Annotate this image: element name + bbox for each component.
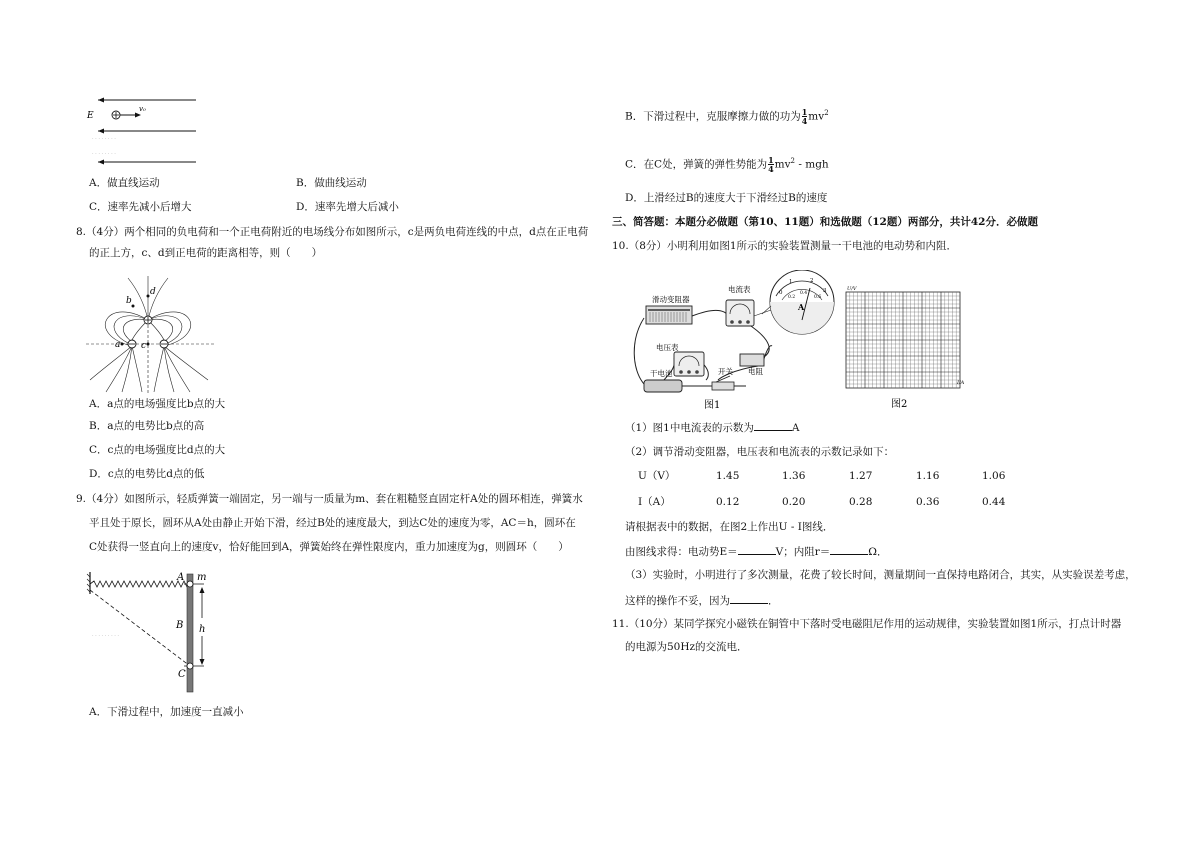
section-3-heading: 三、简答题：本题分必做题（第10、11题）和选做题（12题）两部分，共计42分．必做题 <box>612 216 1038 228</box>
dial-tick-2: 2 <box>810 278 814 284</box>
q9-text-line3: C处获得一竖直向上的速度v，恰好能回到A，弹簧始终在弹性限度内，重力加速度为g，则圆环（ ） <box>89 541 569 553</box>
q8-option-c: C．c点的电场强度比d点的大 <box>89 444 226 456</box>
q9-option-a: A．下滑过程中，加速度一直减小 <box>89 706 244 718</box>
q9-option-d: D．上滑经过B的速度大于下滑经过B的速度 <box>625 192 828 204</box>
table-i-cell: 0.44 <box>982 496 1006 508</box>
q7-option-b: B．做曲线运动 <box>296 177 367 189</box>
q7-option-a: A．做直线运动 <box>89 177 160 189</box>
table-u-cell: 1.27 <box>849 470 873 482</box>
x-axis-label: I/A <box>957 380 965 386</box>
q10-part2: （2）调节滑动变阻器，电压表和电流表的示数记录如下： <box>625 446 895 458</box>
dial-subtick-06: 0.6 <box>814 295 822 300</box>
table-u-cell: 1.16 <box>916 470 940 482</box>
point-c-label: c <box>141 341 147 351</box>
figure-1-circuit <box>622 270 836 412</box>
quarter-fraction: $\frac{1}{4}$ <box>768 155 774 174</box>
label-C: C <box>178 669 186 680</box>
voltmeter-label: 电压表 <box>656 343 679 352</box>
table-i-cell: 0.12 <box>716 496 740 508</box>
q10-part1: （1）图1中电流表的示数为 A <box>625 422 800 434</box>
label-h: h <box>199 624 206 635</box>
figure-2-caption: 图2 <box>891 399 908 410</box>
figure-2-grid <box>842 284 966 414</box>
q9-option-c: C．在C处，弹簧的弹性势能为 $\frac{1}{4}$ $mv^2$ - mgh <box>625 155 829 174</box>
q10-part3-line2: 这样的操作不妥，因为 ． <box>625 595 779 607</box>
quarter-fraction: $\frac{1}{4}$ <box>801 107 808 126</box>
q10-result: 由图线求得：电动势E＝ V；内阻r＝ Ω． <box>625 546 888 558</box>
field-figure <box>84 92 204 168</box>
q9-option-b: B．下滑过程中，克服摩擦力做的功为 $\frac{1}{4}$ $mv^2$ <box>625 107 829 126</box>
table-u-cell: 1.36 <box>782 470 806 482</box>
q11-text-line1: 11.（10分）某同学探究小磁铁在铜管中下落时受电磁阻尼作用的运动规律，实验装置如图1所示，打点计时器 <box>612 618 1122 630</box>
table-i-label: I（A） <box>638 496 671 508</box>
y-axis-label: U/V <box>847 286 857 292</box>
q8-option-b: B．a点的电势比b点的高 <box>89 420 205 432</box>
table-u-cell: 1.06 <box>982 470 1006 482</box>
resistor-label: 电阻 <box>748 367 763 376</box>
q7-option-c: C．速率先减小后增大 <box>89 201 192 213</box>
label-A: A <box>177 572 185 583</box>
table-i-cell: 0.28 <box>849 496 873 508</box>
q9-text-line2: 平且处于原长，圆环从A处由静止开始下滑，经过B处的速度最大，到达C处的速度为零，AC＝h，圆环在 <box>89 517 576 529</box>
svg-text:. . . . . . . . .: . . . . . . . . . <box>92 632 120 638</box>
answer-blank-emf[interactable] <box>738 544 776 555</box>
label-m: m <box>197 572 207 583</box>
answer-blank-resistance[interactable] <box>830 544 868 555</box>
table-i-cell: 0.36 <box>916 496 940 508</box>
q7-option-d: D．速率先增大后减小 <box>296 201 399 213</box>
label-B: B <box>176 620 184 631</box>
rheostat-label: 滑动变阻器 <box>652 295 690 304</box>
dial-tick-1: 1 <box>789 279 793 285</box>
q10-part3-line1: （3）实验时，小明进行了多次测量，花费了较长时间，测量期间一直保持电路闭合，其实，从实验误差考虑， <box>625 569 1136 581</box>
q8-text-line1: 8.（4分）两个相同的负电荷和一个正电荷附近的电场线分布如图所示，c是两负电荷连线的中点，d点在正电荷 <box>76 226 589 238</box>
dial-subtick-04: 0.4 <box>800 291 808 296</box>
table-u-label: U（V） <box>638 470 676 482</box>
battery-label: 干电池 <box>650 369 673 378</box>
dial-unit: A <box>798 302 805 312</box>
q8-option-a: A．a点的电场强度比b点的大 <box>89 398 226 410</box>
q10-intro: 10.（8分）小明利用如图1所示的实验装置测量一干电池的电动势和内阻． <box>612 240 958 252</box>
svg-text:. . . . . . . .: . . . . . . . . <box>92 150 116 156</box>
battery <box>644 380 682 392</box>
point-a-label: a <box>115 340 121 350</box>
field-e-label: E <box>87 111 94 121</box>
q8-text-line2: 的正上方，c、d到正电荷的距离相等，则（ ） <box>89 247 323 259</box>
velocity-label: v₀ <box>139 105 146 113</box>
dial-tick-3: 3 <box>823 288 827 294</box>
figure-1-caption: 图1 <box>704 400 721 411</box>
switch <box>712 382 734 390</box>
switch-label: 开关 <box>718 367 733 376</box>
svg-text:. . . . . . . .: . . . . . . . . <box>92 135 116 141</box>
resistor <box>740 354 764 366</box>
q11-text-line2: 的电源为50Hz的交流电． <box>625 641 748 653</box>
dial-subtick-02: 0.2 <box>788 295 796 300</box>
answer-blank-reason[interactable] <box>730 593 768 604</box>
q9-text-line1: 9.（4分）如图所示，轻质弹簧一端固定，另一端与一质量为m、套在粗糙竖直固定杆A处的圆环相连，弹簧水 <box>76 493 583 505</box>
ammeter-label: 电流表 <box>728 285 751 294</box>
q8-option-d: D．c点的电势比d点的低 <box>89 468 205 480</box>
q10-plot-instruction: 请根据表中的数据，在图2上作出U - I图线． <box>625 521 834 533</box>
table-u-cell: 1.45 <box>716 470 740 482</box>
spring-rod-figure <box>86 566 216 694</box>
table-i-cell: 0.20 <box>782 496 806 508</box>
field-lines-figure <box>86 276 214 394</box>
dial-tick-0: 0 <box>779 290 783 296</box>
point-b-label: b <box>126 296 132 306</box>
answer-blank-current[interactable] <box>754 420 792 431</box>
point-d-label: d <box>150 287 156 297</box>
